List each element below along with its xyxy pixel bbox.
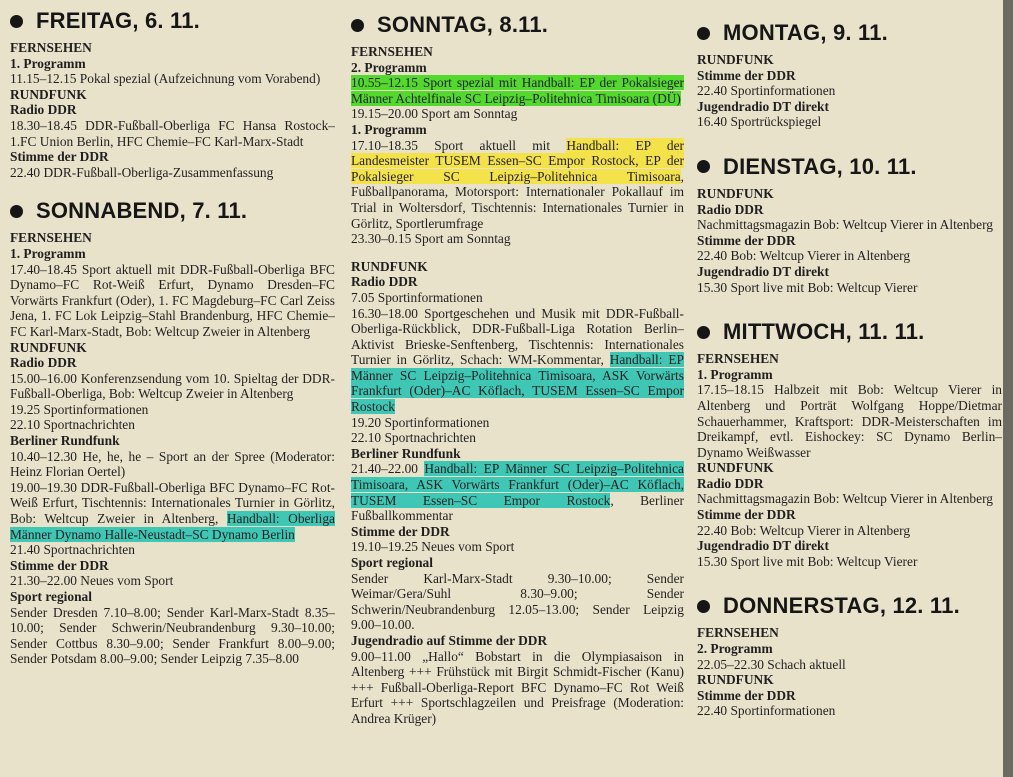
day-heading-tuesday: DIENSTAG, 10. 11. (697, 154, 1002, 180)
channel-heading: Jugendradio DT direkt (697, 263, 829, 279)
highlight-yellow: Handball: EP der Landesmeister TUSEM Essen–SC Empor Rostock, EP der Pokalsieger SC Leipzig–Politehnica Timisoara (351, 137, 685, 184)
channel-heading: 2. Programm (697, 641, 773, 657)
day-heading-sunday: SONNTAG, 8.11. (351, 12, 684, 38)
program-entry: 19.10–19.25 Neues vom Sport (351, 539, 515, 555)
bullet-icon (10, 205, 23, 218)
program-entry: Nachmittagsmagazin Bob: Weltcup Vierer in Altenberg (697, 217, 993, 233)
program-entry: 22.40 DDR-Fußball-Oberliga-Zusammenfassung (10, 164, 274, 180)
column-1 (10, 0, 335, 667)
section-heading: RUNDFUNK (10, 86, 87, 102)
program-entry: 22.40 Sportinformationen (697, 83, 836, 99)
channel-heading: Stimme der DDR (697, 687, 796, 703)
program-entry: 22.40 Bob: Weltcup Vierer in Altenberg (697, 248, 911, 264)
program-entry: 17.10–18.35 Sport aktuell mit Handball: EP der Landesmeister TUSEM Essen–SC Empor Rostock, EP der Pokalsieger SC Leipzig–Politehnica Timisoara, Fußballpanorama, Motorsport: Internationaler Pokallauf im Trial in Woltersdorf, Tischtennis: Internationales Turnier in Görlitz, Sportlerumfrage (351, 137, 685, 231)
program-entry: 22.40 Bob: Weltcup Vierer in Altenberg (697, 522, 911, 538)
program-entry: Sender Dresden 7.10–8.00; Sender Karl-Marx-Stadt 8.35–10.00; Sender Schwerin/Neubrandenburg 9.30–10.00; Sender Cottbus 8.30–9.00; Sender Frankfurt 8.00–9.00; Sender Potsdam 8.00–9.00; Sender Leipzig 7.35–8.00 (10, 604, 335, 667)
section-heading: FERNSEHEN (10, 40, 92, 55)
highlight-cyan: Handball: EP Männer SC Leipzig–Politehnica Timisoara, ASK Vorwärts Frankfurt (Oder)–AC Köflach, TUSEM Essen–SC Empor Rostock (351, 461, 684, 508)
channel-heading: 1. Programm (351, 121, 427, 137)
section-heading: RUNDFUNK (697, 185, 774, 201)
program-entry: 10.40–12.30 He, he, he – Sport an der Spree (Moderator: Heinz Florian Oertel) (10, 448, 335, 480)
program-entry: 15.30 Sport live mit Bob: Weltcup Vierer (697, 553, 918, 569)
highlight-cyan: Handball: EP Männer SC Leipzig–Politehnica Timisoara, ASK Vorwärts Frankfurt (Oder)–AC Köflach, TUSEM Essen–SC Empor Rostock (351, 352, 684, 415)
bullet-icon (697, 600, 710, 613)
section-heading: RUNDFUNK (697, 672, 774, 688)
program-entry: Sender Karl-Marx-Stadt 9.30–10.00; Sender Weimar/Gera/Suhl 8.30–9.00; Sender Schwerin/Neubrandenburg 12.05–13.00; Sender Leipzig 9.00–10.00. (351, 570, 684, 633)
channel-heading: Stimme der DDR (10, 149, 109, 165)
channel-heading: Stimme der DDR (697, 507, 796, 523)
channel-heading: Stimme der DDR (697, 232, 796, 248)
channel-heading: 2. Programm (351, 59, 427, 75)
bullet-icon (697, 326, 710, 339)
highlight-cyan: Handball: Oberliga Männer Dynamo Halle-Neustadt–SC Dynamo Berlin (10, 511, 335, 542)
channel-heading: Jugendradio auf Stimme der DDR (351, 632, 548, 648)
bullet-icon (697, 160, 710, 173)
channel-heading: Stimme der DDR (697, 67, 796, 83)
day-heading-saturday: SONNABEND, 7. 11. (10, 198, 335, 224)
channel-heading: Stimme der DDR (351, 523, 450, 539)
program-entry: 17.40–18.45 Sport aktuell mit DDR-Fußball-Oberliga BFC Dynamo–FC Rot-Weiß Erfurt, Dynamo Dresden–FC Vorwärts Frankfurt (Oder), 1. FC Magdeburg–FC Carl Zeiss Jena, 1. FC Lok Leipzig–Stahl Brandenburg, HFC Chemie–FC Karl-Marx-Stadt, Bob: Weltcup Zweier in Altenberg (10, 261, 335, 339)
program-entry: 23.30–0.15 Sport am Sonntag (351, 231, 511, 247)
program-entry: 7.05 Sportinformationen (351, 289, 483, 305)
channel-heading: 1. Programm (10, 245, 86, 261)
program-entry: 19.25 Sportinformationen (10, 401, 149, 417)
bullet-icon (351, 19, 364, 32)
channel-heading: Sport regional (351, 555, 433, 570)
day-heading-wednesday: MITTWOCH, 11. 11. (697, 319, 1002, 345)
program-entry: 22.10 Sportnachrichten (10, 417, 135, 433)
channel-heading: Radio DDR (351, 274, 418, 290)
channel-heading: Radio DDR (10, 102, 77, 118)
channel-heading: Radio DDR (697, 475, 764, 491)
program-entry: 9.00–11.00 „Hallo“ Bobstart in die Olympiasaison in Altenberg +++ Frühstück mit Birgit Schmidt-Fischer (Kanu) +++ Fußball-Oberliga-Report BFC Dynamo–FC Rot Weiß Erfurt +++ Sportschlagzeilen und Preisfrage (Moderation: Andrea Krüger) (351, 648, 684, 726)
program-entry: 11.15–12.15 Pokal spezial (Aufzeichnung vom Vorabend) (10, 71, 321, 87)
channel-heading: 1. Programm (10, 55, 86, 71)
channel-heading: Radio DDR (10, 355, 77, 371)
bullet-icon (697, 27, 710, 40)
day-heading-thursday: DONNERSTAG, 12. 11. (697, 593, 1002, 619)
program-entry (351, 75, 684, 106)
channel-heading: Berliner Rundfunk (10, 433, 120, 449)
day-heading-friday: FREITAG, 6. 11. (10, 8, 335, 34)
program-entry: 18.30–18.45 DDR-Fußball-Oberliga FC Hansa Rostock–1.FC Union Berlin, HFC Chemie–FC Karl-Marx-Stadt (10, 117, 335, 149)
program-entry: 21.30–22.00 Neues vom Sport (10, 573, 174, 589)
column-2 (351, 0, 684, 727)
section-heading: FERNSEHEN (697, 625, 779, 641)
section-heading: RUNDFUNK (697, 460, 774, 476)
program-entry: 21.40–22.00 Handball: EP Männer SC Leipzig–Politehnica Timisoara, ASK Vorwärts Frankfurt (Oder)–AC Köflach, TUSEM Essen–SC Empor Rostock, Berliner Fußballkommentar (351, 461, 684, 524)
channel-heading: Sport regional (10, 589, 92, 604)
program-entry: Nachmittagsmagazin Bob: Weltcup Vierer in Altenberg (697, 491, 993, 507)
program-entry: 15.00–16.00 Konferenzsendung vom 10. Spieltag der DDR-Fußball-Oberliga, Bob: Weltcup Zweier in Altenberg (10, 370, 335, 402)
column-3 (697, 0, 1002, 719)
program-entry: 22.40 Sportinformationen (697, 703, 836, 719)
channel-heading: 1. Programm (697, 366, 773, 382)
channel-heading: Stimme der DDR (10, 557, 109, 573)
program-entry: 17.15–18.15 Halbzeit mit Bob: Weltcup Vierer in Altenberg und Porträt Wolfgang Hoppe/Dietmar Schauerhammer, Kraftsport: DDR-Meisterschaften im Dreikampf, evtl. Eishockey: SC Dynamo Berlin–Dynamo Weißwasser (697, 382, 1002, 460)
section-heading: FERNSEHEN (10, 230, 92, 246)
section-heading: FERNSEHEN (351, 44, 433, 59)
day-heading-monday: MONTAG, 9. 11. (697, 20, 1002, 46)
highlight-green: 10.55–12.15 Sport spezial mit Handball: EP der Pokalsieger Männer Achtelfinale SC Leipzig–Politehnica Timisoara (DÜ) (351, 75, 684, 106)
channel-heading: Jugendradio DT direkt (697, 98, 829, 114)
page-edge (1003, 0, 1013, 777)
program-entry: 16.40 Sportrückspiegel (697, 114, 822, 130)
channel-heading: Jugendradio DT direkt (697, 538, 829, 554)
program-entry: 19.00–19.30 DDR-Fußball-Oberliga BFC Dynamo–FC Rot-Weiß Erfurt, Tischtennis: Internationales Turnier in Görlitz, Bob: Weltcup Zweier in Altenberg, Handball: Oberliga Männer Dynamo Halle-Neustadt–SC Dynamo Berlin (10, 479, 335, 542)
channel-heading: Berliner Rundfunk (351, 445, 461, 461)
section-heading: RUNDFUNK (10, 339, 87, 355)
section-heading: RUNDFUNK (697, 52, 774, 67)
section-heading: RUNDFUNK (351, 258, 428, 274)
program-entry: 16.30–18.00 Sportgeschehen und Musik mit DDR-Fußball-Oberliga-Rückblick, DDR-Fußball-Liga Rotation Berlin–Aktivist Brieske-Senftenberg, Tischtennis: Internationales Turnier in Görlitz, Schach: WM-Kommentar, Handball: EP Männer SC Leipzig–Politehnica Timisoara, ASK Vorwärts Frankfurt (Oder)–AC Köflach, TUSEM Essen–SC Empor Rostock (351, 305, 684, 415)
channel-heading: Radio DDR (697, 201, 764, 217)
program-entry: 22.10 Sportnachrichten (351, 430, 476, 446)
program-entry: 15.30 Sport live mit Bob: Weltcup Vierer (697, 279, 918, 295)
section-heading: FERNSEHEN (697, 351, 779, 367)
bullet-icon (10, 15, 23, 28)
program-entry: 22.05–22.30 Schach aktuell (697, 656, 846, 672)
program-entry: 21.40 Sportnachrichten (10, 542, 135, 558)
program-entry: 19.20 Sportinformationen (351, 414, 490, 430)
program-entry: 19.15–20.00 Sport am Sonntag (351, 106, 518, 122)
